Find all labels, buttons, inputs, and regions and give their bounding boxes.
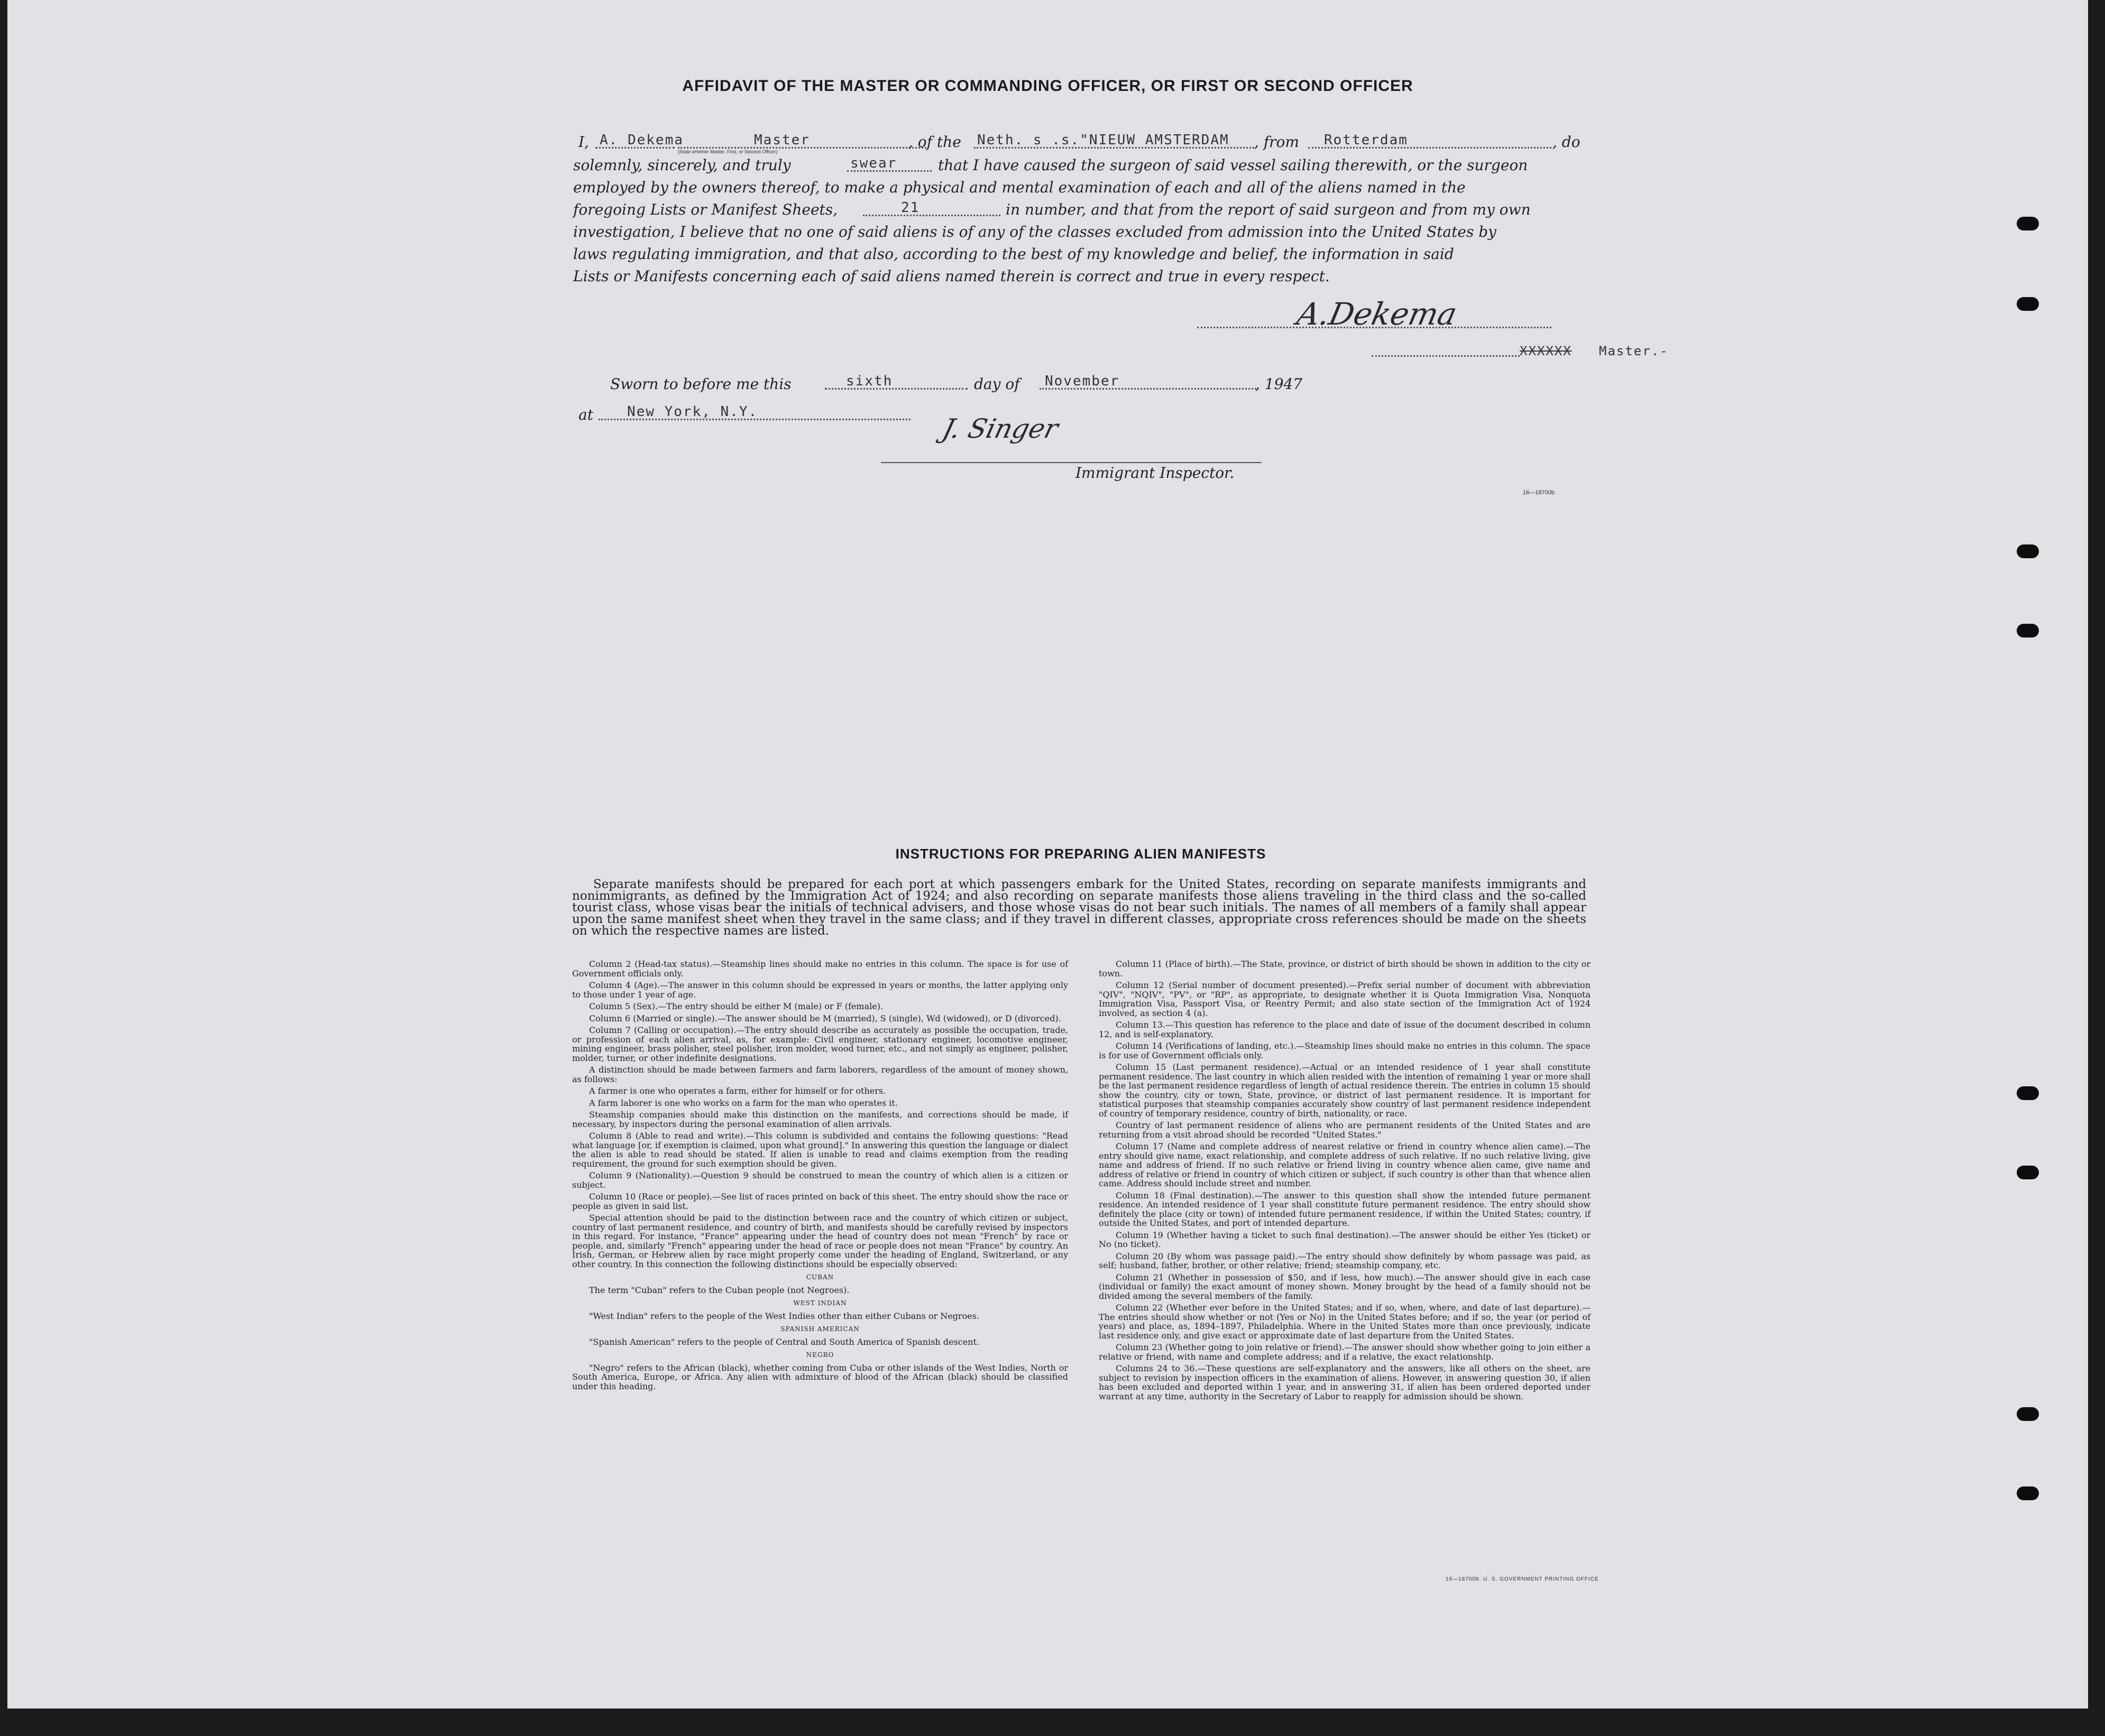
instructions-right-column (1099, 959, 1591, 1403)
i-label: I, (578, 133, 589, 151)
negro-text: "Negro" refers to the African (black), whether coming from Cuba or other islands of the West Indies, North or South America, Europe, or Africa. Any alien with admixture of blood of the African (black) should be classified under this heading. (572, 1362, 1068, 1391)
affidavit-text-line5: investigation, I believe that no one of said aliens is of any of the classes excluded from admission into the United States by (573, 223, 1496, 241)
affidavit-text-line3: employed by the owners thereof, to make a physical and mental examination of each and all of the aliens named in the (573, 179, 1466, 196)
binder-hole (2017, 297, 2039, 311)
instructions-intro: Separate manifests should be prepared for each port at which passengers embark for the United States, recording on separate manifests immigrants and nonimmigrants, as defined by the Immigration Act of 1924; and also recording on separate manifests those aliens traveling in the third class and the so-called tourist class, whose visas bear the initials of technical advisers, and those whose visas do not bear such initials. The names of all members of a family shall appear upon the same manifest sheet when they travel in the same class; and if they travel in different classes, appropriate cross references should be made on the sheets on which the respective names are listed. (572, 878, 1586, 938)
right-paragraph: Column 18 (Final destination).—The answer to this question shall show the intended future permanent residence. An intended residence of 1 year shall constitute future permanent residence. The entry should show definitely the place (city or town) of intended future permanent residence, if within the United States; country, if outside the United States, and port of intended departure. (1099, 1190, 1591, 1228)
at-label: at (578, 406, 593, 423)
instructions-left-column (572, 959, 1068, 1393)
sworn-day: sixth (846, 373, 893, 389)
left-paragraph: Column 7 (Calling or occupation).—The entry should describe as accurately as possible the occupation, trade, or profession of each alien arrival, as, for example: Civil engineer, stationary engineer, locomotive engineer, mining engineer, brass polisher, steel polisher, iron molder, wood turner, etc., and not simply as engineer, polisher, molder, turner, or other indefinite designations. (572, 1025, 1068, 1063)
left-paragraph: Column 6 (Married or single).—The answer should be M (married), S (single), Wd (widowed), or D (divorced). (589, 1013, 1061, 1023)
right-paragraph: Column 21 (Whether in possession of $50, and if less, how much).—The answer should give in each case (individual or family) the exact amount of money shown. Money brought by the head of a family should not be divided among the several members of the family. (1099, 1272, 1591, 1301)
left-paragraph: Column 2 (Head-tax status).—Steamship lines should make no entries in this column. The space is for use of Government officials only. (572, 959, 1068, 978)
affidavit-text-line6: laws regulating immigration, and that also, according to the best of my knowledge and belief, the information in said (573, 245, 1454, 263)
west-indian-heading: WEST INDIAN (793, 1299, 847, 1307)
right-paragraph: Column 20 (By whom was passage paid).—The entry should show definitely by whom passage was paid, as self; husband, father, brother, or other relative; friend; steamship company, etc. (1099, 1251, 1591, 1270)
manifest-sheet (7, 0, 2088, 1709)
right-paragraph: Column 15 (Last permanent residence).—Actual or an intended residence of 1 year shall constitute permanent residence. The last country in which alien resided with the intention of remaining 1 year or more shall be the last permanent residence regardless of length of actual residence therein. The entries in column 15 should show the country, city or town, State, province, or district of last permanent residence. It is important for statistical purposes that steamship companies accurately show country of last permanent residence independent of country of temporary residence, country of birth, nationality, or race. (1099, 1062, 1591, 1119)
left-paragraph: Column 4 (Age).—The answer in this column should be expressed in years or months, the latter applying only to those under 1 year of age. (572, 980, 1068, 1000)
cuban-heading: CUBAN (806, 1273, 834, 1281)
right-paragraph: Column 23 (Whether going to join relative or friend).—The answer should show whether going to join either a relative or friend, with name and complete address; and if a relative, the exact relationship. (1099, 1342, 1591, 1362)
binder-hole (2017, 1407, 2039, 1421)
officer-name: A. Dekema (600, 132, 684, 148)
binder-hole (2017, 544, 2039, 558)
right-paragraph: Column 11 (Place of birth).—The State, province, or district of birth should be shown in addition to the city or town. (1099, 959, 1591, 978)
from-label: , from (1254, 133, 1299, 151)
foregoing-label: foregoing Lists or Manifest Sheets, (573, 201, 838, 218)
left-paragraph: Column 8 (Able to read and write).—This column is subdivided and contains the following questions: "Read what language [or, if exemption is claimed, upon what ground]." In answering this question the language or dialect the alien is able to read should be stated. If alien is unable to read and claims exemption from the reading requirement, the ground for such exemption should be given. (572, 1131, 1068, 1169)
sheets-count: 21 (901, 200, 920, 216)
inspector-label: Immigrant Inspector. (1076, 464, 1235, 482)
left-paragraph: A farm laborer is one who works on a farm for the man who operates it. (589, 1097, 898, 1108)
in-number-text: in number, and that from the report of said surgeon and from my own (1006, 201, 1531, 218)
right-paragraph: Column 14 (Verifications of landing, etc.).—Steamship lines should make no entries in this column. The space is for use of Government officials only. (1099, 1041, 1591, 1060)
spanish-american-text: "Spanish American" refers to the people of Central and South America of Spanish descent. (589, 1336, 979, 1347)
left-paragraph: Steamship companies should make this distinction on the manifests, and corrections should be made, if necessary, by inspectors during the personal examination of alien arrivals. (572, 1110, 1068, 1129)
left-paragraph: Special attention should be paid to the distinction between race and the country of which citizen or subject, country of last permanent residence, and country of birth, and manifests should be carefully revised by inspectors in this regard. For instance, "France" appearing under the head of country does not mean "French" by race or people, and, similarly "French" appearing under the head of race or people does not mean "France" by country. An Irish, German, or Hebrew alien by race might properly come under the heading of England, Switzerland, or any other country. In this connection the following distinctions should be especially observed: (572, 1213, 1068, 1269)
master-signature: A.Dekema (1293, 296, 1460, 332)
right-paragraph: Column 17 (Name and complete address of nearest relative or friend in country whence alien came).—The entry should give name, exact relationship, and complete address of such relative. If no such relative living, give name and address of friend. If no such relative or friend living in country whence alien came, give name and address of relative or friend in country of which citizen or subject, if such country is other than that whence alien came. Address should include street and number. (1099, 1141, 1591, 1188)
year-label: , 1947 (1255, 375, 1303, 393)
binder-hole (2017, 1486, 2039, 1500)
left-paragraph: Column 5 (Sex).—The entry should be either M (male) or F (female). (589, 1001, 884, 1011)
day-of-label: day of (974, 375, 1020, 393)
negro-heading: NEGRO (806, 1351, 834, 1359)
cuban-text: The term "Cuban" refers to the Cuban people (not Negroes). (589, 1285, 850, 1295)
right-paragraph: Country of last permanent residence of aliens who are permanent residents of the United States and are returning from a visit abroad should be recorded "United States." (1099, 1120, 1591, 1140)
left-paragraph: Column 9 (Nationality).—Question 9 should be construed to mean the country of which alien is a citizen or subject. (572, 1170, 1068, 1190)
of-the-label: , of the (908, 133, 961, 151)
inspector-signature: J. Singer (939, 413, 1062, 444)
oath-type: swear (850, 155, 897, 171)
right-paragraph: Column 22 (Whether ever before in the United States; and if so, when, where, and date of last departure).—The entries should show whether or not (Yes or No) in the United States before; and if so, the year (or period of years) and place, as, 1894–1897, Philadelphia. Where in the United States more than once previously, indicate last residence only, and give exact or approximate date of last departure from the United States. (1099, 1303, 1591, 1341)
left-paragraph: Column 10 (Race or people).—See list of races printed on back of this sheet. The entry should show the race or people as given in said list. (572, 1192, 1068, 1211)
form-number: 16—18700b (1523, 490, 1555, 496)
binder-hole (2017, 624, 2039, 638)
affidavit-text-oath: that I have caused the surgeon of said vessel sailing therewith, or the surgeon (938, 156, 1528, 174)
left-paragraph: A farmer is one who operates a farm, either for himself or for others. (589, 1086, 886, 1096)
right-paragraph: Column 12 (Serial number of document presented).—Prefix serial number of document with abbreviation "QIV", "NQIV", "PV", or "RP", as appropriate, to designate whether it is Quota Immigration Visa, Nonquota Immigration Visa, Passport Visa, or Reentry Permit; and also state section of the Immigration Act of 1924 involved, as section 4 (a). (1099, 980, 1591, 1018)
right-paragraph: Columns 24 to 36.—These questions are self-explanatory and the answers, like all others on the sheet, are subject to revision by inspection officers in the examination of aliens. However, in answering question 30, if alien has been excluded and deported within 1 year, and in answering 31, if alien has been ordered deported under warrant at any time, authority in the Secretary of Labor to reapply for admission should be shown. (1099, 1363, 1591, 1401)
vessel-name: Neth. s .s."NIEUW AMSTERDAM (977, 132, 1229, 148)
sworn-place: New York, N.Y. (627, 404, 758, 420)
affidavit-title: AFFIDAVIT OF THE MASTER OR COMMANDING OFFICER, OR FIRST OR SECOND OFFICER (682, 77, 1413, 95)
west-indian-text: "West Indian" refers to the people of the West Indies other than either Cubans or Negroes. (589, 1310, 979, 1321)
rank-note: (State whether Master, First, or Second Officer) (678, 149, 778, 154)
binder-hole (2017, 1166, 2039, 1179)
binder-hole (2017, 217, 2039, 230)
struck-title: XXXXXX (1520, 344, 1572, 358)
binder-hole (2017, 1086, 2039, 1100)
right-paragraph: Column 13.—This question has reference to the place and date of issue of the document described in column 12, and is self-explanatory. (1099, 1020, 1591, 1039)
instructions-title: INSTRUCTIONS FOR PREPARING ALIEN MANIFESTS (895, 846, 1266, 862)
solemnly-label: solemnly, sincerely, and truly (573, 156, 791, 174)
officer-rank: Master (754, 132, 810, 148)
departure-port: Rotterdam (1324, 132, 1408, 148)
sworn-label: Sworn to before me this (610, 375, 792, 393)
sworn-month: November (1045, 373, 1120, 389)
affidavit-text-line7: Lists or Manifests concerning each of said aliens named therein is correct and true in every respect. (573, 267, 1330, 285)
spanish-american-heading: SPANISH AMERICAN (780, 1325, 860, 1333)
right-paragraph: Column 19 (Whether having a ticket to such final destination).—The answer should be either Yes (ticket) or No (no ticket). (1099, 1230, 1591, 1249)
signer-title: Master.- (1599, 344, 1669, 358)
left-paragraph: A distinction should be made between farmers and farm laborers, regardless of the amount of money shown, as follows: (572, 1065, 1068, 1084)
do-label: , do (1552, 133, 1580, 151)
printing-office-footer: 16—18700b. U. S. GOVERNMENT PRINTING OFFICE (1446, 1576, 1599, 1582)
